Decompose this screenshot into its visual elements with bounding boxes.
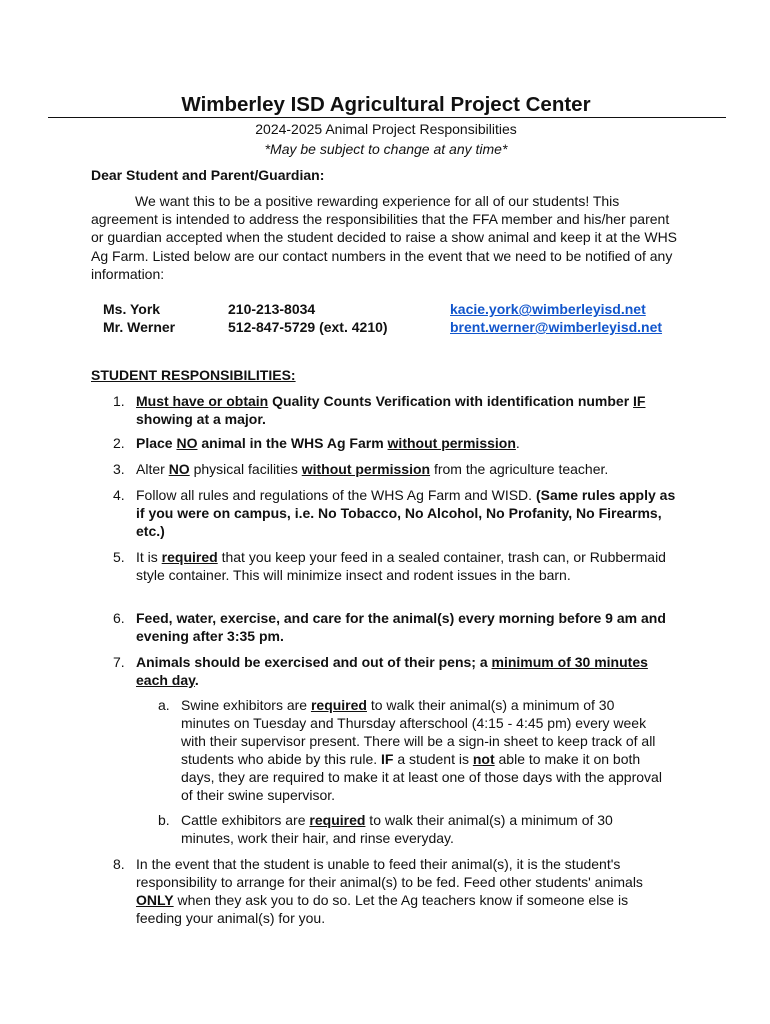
item-text: Feed, water, exercise, and care for the animal(s) every morning before 9 am and evening after 3:35 pm. bbox=[136, 610, 666, 644]
item-number: 4. bbox=[113, 487, 125, 503]
item-text: NO bbox=[168, 461, 190, 477]
item-text: required bbox=[309, 812, 366, 828]
item-text: Cattle exhibitors are bbox=[181, 812, 310, 828]
list-item bbox=[113, 434, 681, 452]
list-item bbox=[113, 392, 681, 428]
item-text: when they ask you to do so. Let the Ag teachers know if someone else is feeding your animal(s) for you. bbox=[136, 892, 629, 926]
item-text: (Same rules apply as if you were on campus, i.e. No Tobacco, No Alcohol, No Profanity, No Firearms, etc.) bbox=[136, 487, 676, 539]
list-item bbox=[113, 855, 666, 927]
item-text: Swine exhibitors are bbox=[181, 697, 311, 713]
contact-email-york[interactable]: kacie.york@wimberleyisd.net bbox=[450, 301, 646, 317]
item-letter: a. bbox=[158, 697, 170, 713]
list-item bbox=[113, 653, 656, 689]
item-text: to walk their animal(s) a minimum of 30 minutes on Tuesday and Thursday afterschool (4:15 - 4:45 pm) every week with their supervisor present. There will be a sign-in sheet to keep track of all students who abide by this rule. bbox=[181, 697, 656, 767]
item-text: IF bbox=[381, 751, 394, 767]
item-number: 6. bbox=[113, 610, 125, 626]
contact-phone-york: 210-213-8034 bbox=[228, 301, 316, 317]
item-text: In the event that the student is unable to feed their animal(s), it is the student's responsibility to arrange for their animal(s) to be fed. Feed other students' animals bbox=[136, 856, 643, 890]
list-item bbox=[113, 486, 681, 540]
item-text: showing at a major. bbox=[136, 411, 266, 427]
item-text: not bbox=[472, 751, 495, 767]
contact-email-werner[interactable]: brent.werner@wimberleyisd.net bbox=[450, 319, 663, 335]
contact-name-york: Ms. York bbox=[103, 301, 161, 317]
item-text: required bbox=[310, 697, 367, 713]
item-number: 1. bbox=[113, 393, 125, 409]
sub-list-item bbox=[158, 811, 666, 847]
item-text: animal in the WHS Ag Farm bbox=[197, 435, 388, 451]
contact-name-werner: Mr. Werner bbox=[103, 319, 176, 335]
section-title: STUDENT RESPONSIBILITIES: bbox=[91, 367, 296, 383]
item-number: 3. bbox=[113, 461, 125, 477]
item-text: . bbox=[515, 435, 520, 451]
item-number: 8. bbox=[113, 856, 125, 872]
contact-phone-werner: 512-847-5729 (ext. 4210) bbox=[228, 319, 388, 335]
page-subtitle: 2024-2025 Animal Project Responsibilities bbox=[255, 121, 517, 137]
list-item bbox=[113, 548, 666, 584]
item-text: It is bbox=[136, 549, 162, 565]
item-letter: b. bbox=[158, 812, 170, 828]
item-text: from the agriculture teacher. bbox=[430, 461, 609, 477]
greeting: Dear Student and Parent/Guardian: bbox=[91, 167, 325, 183]
item-text: Must have or obtain bbox=[136, 393, 269, 409]
list-item bbox=[113, 609, 681, 645]
page-title: Wimberley ISD Agricultural Project Center bbox=[181, 93, 591, 116]
item-text: without permission bbox=[301, 461, 431, 477]
item-number: 5. bbox=[113, 549, 125, 565]
item-number: 2. bbox=[113, 435, 125, 451]
item-number: 7. bbox=[113, 654, 125, 670]
item-text: without permission bbox=[387, 435, 516, 451]
title-underline bbox=[48, 117, 726, 118]
item-text: a student is bbox=[393, 751, 473, 767]
item-text: required bbox=[161, 549, 218, 565]
item-text: Alter bbox=[136, 461, 169, 477]
intro-paragraph bbox=[91, 192, 679, 283]
item-text: NO bbox=[176, 435, 198, 451]
change-notice: *May be subject to change at any time* bbox=[264, 141, 508, 157]
item-text: . bbox=[194, 672, 199, 688]
item-text: Follow all rules and regulations of the WHS Ag Farm and WISD. bbox=[136, 487, 536, 503]
item-text: that you keep your feed in a sealed container, trash can, or Rubbermaid style container. This will minimize insect and rodent issues in the barn. bbox=[136, 549, 666, 583]
item-text: Place bbox=[136, 435, 177, 451]
item-text: able to make it on both days, they are required to make it at least one of those days with the approval of their swine supervisor. bbox=[181, 751, 662, 803]
intro-text: We want this to be a positive rewarding experience for all of our students! This agreement is intended to address the responsibilities that the FFA member and his/her parent or guardian accepted when the student decided to raise a show animal and keep it at the WHS Ag Farm. Listed below are our contact numbers in the event that we need to be notified of any information: bbox=[91, 193, 678, 282]
item-text: to walk their animal(s) a minimum of 30 minutes, work their hair, and rinse everyday. bbox=[181, 812, 613, 846]
item-text: Quality Counts Verification with identification number bbox=[268, 393, 634, 409]
sub-list-item bbox=[158, 696, 666, 804]
item-text: Animals should be exercised and out of their pens; a bbox=[136, 654, 492, 670]
list-item bbox=[113, 460, 681, 478]
item-text: minimum of 30 minutes each day bbox=[136, 654, 648, 688]
item-text: IF bbox=[633, 393, 646, 409]
item-text: physical facilities bbox=[189, 461, 302, 477]
item-text: ONLY bbox=[136, 892, 174, 908]
